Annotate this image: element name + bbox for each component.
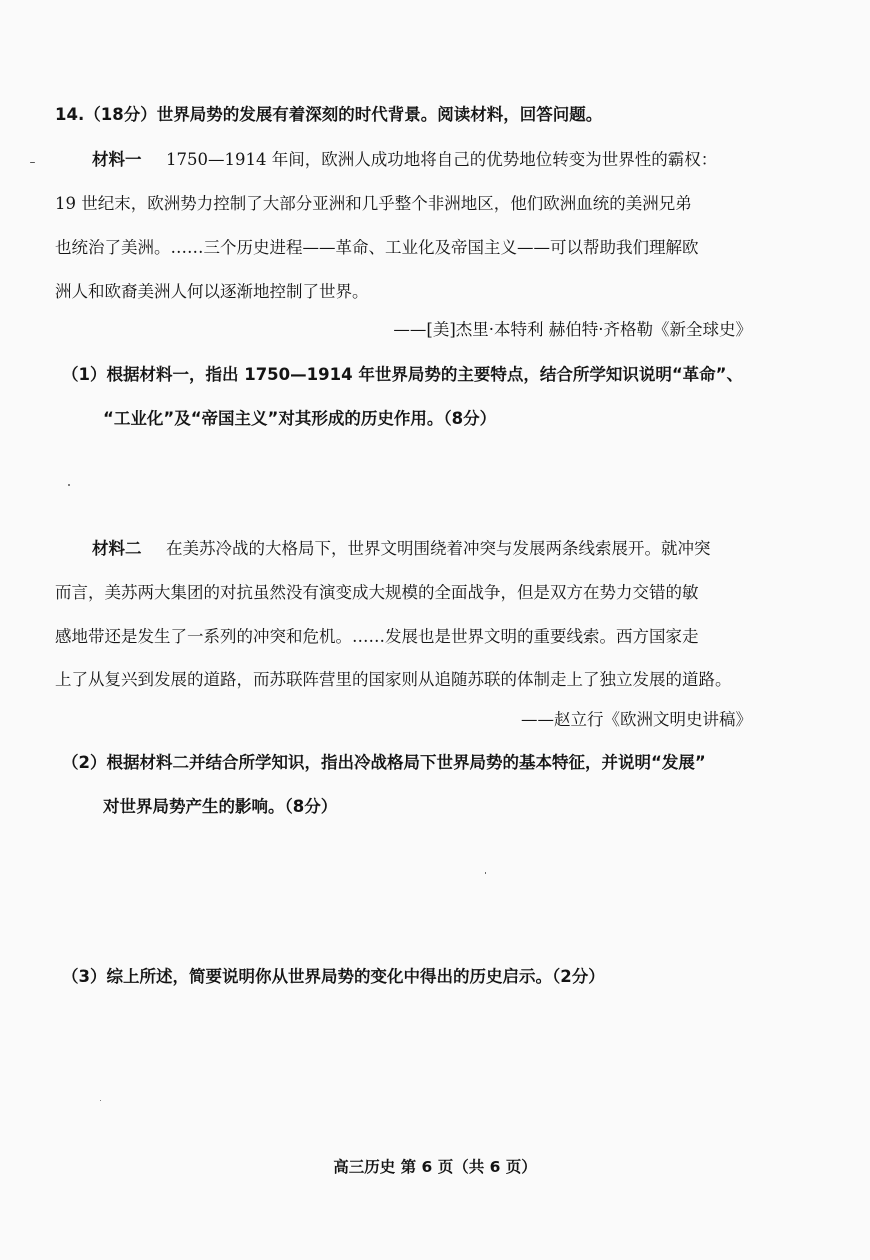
subquestion1-line-1: （1）根据材料一，指出 1750—1914 年世界局势的主要特点，结合所学知识说明“革命”、 <box>62 365 744 384</box>
material1-label: 材料一 <box>92 150 142 169</box>
material2-line-3: 感地带还是发生了一系列的冲突和危机。……发展也是世界文明的重要线索。西方国家走 <box>55 627 699 646</box>
subquestion1-line-2: “工业化”及“帝国主义”对其形成的历史作用。（8分） <box>103 409 497 428</box>
material2-label: 材料二 <box>92 539 142 558</box>
material2-line-2: 而言，美苏两大集团的对抗虽然没有演变成大规模的全面战争，但是双方在势力交错的敏 <box>55 583 699 602</box>
material2-source: ——赵立行《欧洲文明史讲稿》 <box>521 710 752 729</box>
scan-speck <box>68 484 70 486</box>
subquestion2-line-2: 对世界局势产生的影响。（8分） <box>103 797 338 816</box>
material2-line-1 <box>92 538 711 560</box>
material1-line-3: 也统治了美洲。……三个历史进程——革命、工业化及帝国主义——可以帮助我们理解欧 <box>55 238 699 257</box>
material1-text-1: 1750—1914 年间，欧洲人成功地将自己的优势地位转变为世界性的霸权： <box>166 150 718 169</box>
subquestion3-line-1: （3）综上所述，简要说明你从世界局势的变化中得出的历史启示。（2分） <box>62 967 605 986</box>
material1-line-2: 19 世纪末，欧洲势力控制了大部分亚洲和几乎整个非洲地区，他们欧洲血统的美洲兄弟 <box>55 194 692 213</box>
question-title: 14.（18分）世界局势的发展有着深刻的时代背景。阅读材料，回答问题。 <box>55 105 603 124</box>
scan-speck <box>485 872 486 874</box>
material1-line-4: 洲人和欧裔美洲人何以逐渐地控制了世界。 <box>55 282 369 301</box>
material1-line-1 <box>92 149 717 171</box>
scan-speck <box>30 162 35 163</box>
page-footer: 高三历史 第 6 页（共 6 页） <box>333 1158 537 1176</box>
subquestion2-line-1: （2）根据材料二并结合所学知识，指出冷战格局下世界局势的基本特征，并说明“发展” <box>62 753 706 772</box>
material1-source: ——[美]杰里·本特利 赫伯特·齐格勒《新全球史》 <box>393 320 752 339</box>
scan-speck <box>100 1100 101 1101</box>
material2-line-4: 上了从复兴到发展的道路，而苏联阵营里的国家则从追随苏联的体制走上了独立发展的道路。 <box>55 670 732 689</box>
material2-text-1: 在美苏冷战的大格局下，世界文明围绕着冲突与发展两条线索展开。就冲突 <box>166 539 711 558</box>
